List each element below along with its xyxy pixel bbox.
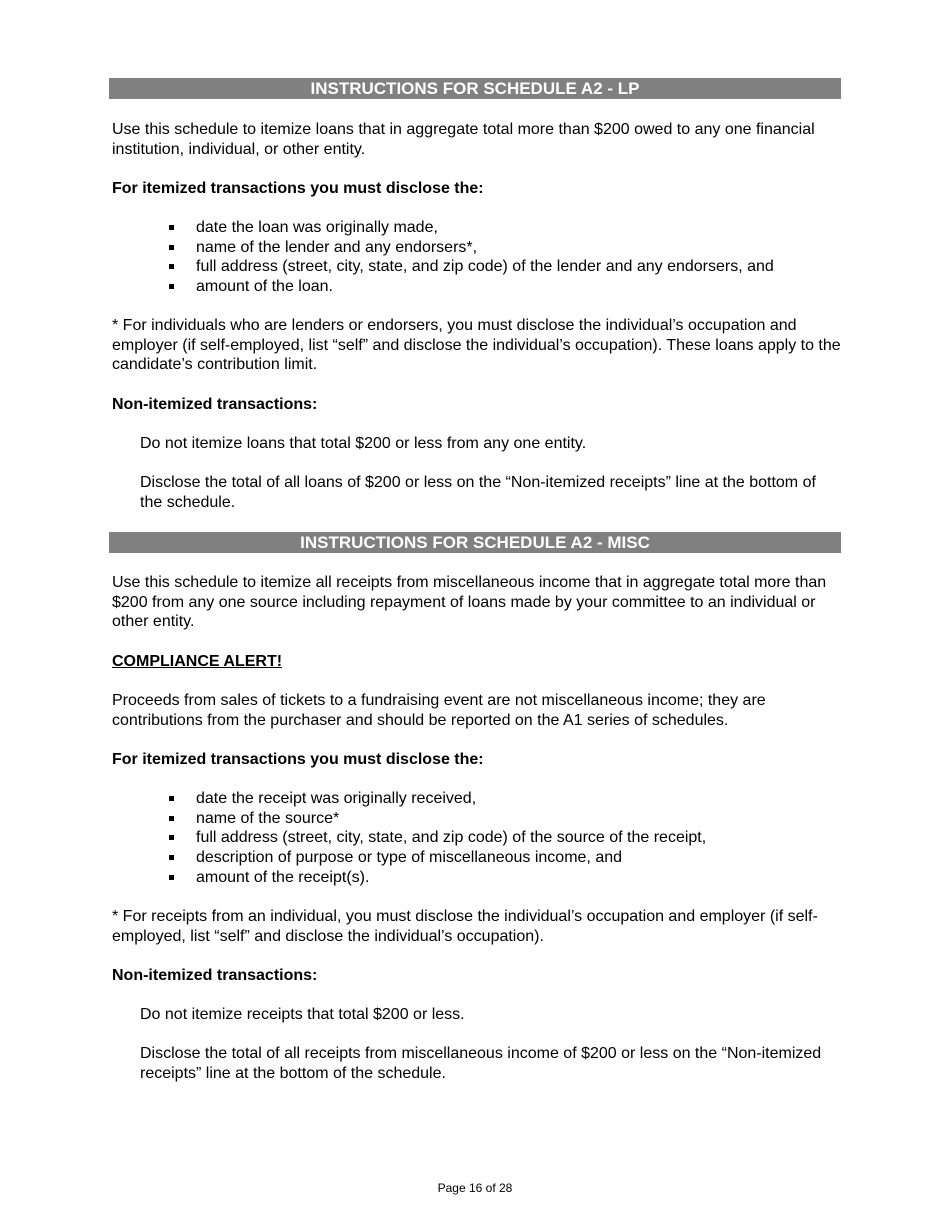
bullet-icon (169, 855, 174, 860)
list-item: amount of the receipt(s). (196, 869, 370, 886)
list-item: description of purpose or type of miscellaneous income, and (196, 849, 623, 866)
bullet-icon (169, 816, 174, 821)
list-item: amount of the loan. (196, 278, 333, 295)
list-item: date the loan was originally made, (196, 219, 438, 236)
lp-nonitemized-text-1: Do not itemize loans that total $200 or less from any one entity. (140, 435, 587, 452)
bullet-icon (169, 264, 174, 269)
list-item: full address (street, city, state, and zip code) of the lender and any endorsers, and (196, 258, 774, 275)
lp-itemized-heading: For itemized transactions you must disclose the: (112, 180, 484, 197)
lp-nonitemized-text-2: Disclose the total of all loans of $200 or less on the “Non-itemized receipts” line at the bottom of the schedule. (140, 474, 816, 511)
page-number: Page 16 of 28 (437, 1181, 513, 1195)
list-item: name of the source* (196, 810, 340, 827)
lp-nonitemized-heading: Non-itemized transactions: (112, 396, 318, 413)
misc-nonitemized-text-2: Disclose the total of all receipts from miscellaneous income of $200 or less on the “Non-itemized receipts” line at the bottom of the schedule. (140, 1045, 822, 1082)
compliance-alert-text: Proceeds from sales of tickets to a fundraising event are not miscellaneous income; they are contributions from the purchaser and should be reported on the A1 series of schedules. (112, 692, 766, 729)
lp-footnote: * For individuals who are lenders or endorsers, you must disclose the individual’s occupation and employer (if self-employed, list “self” and disclose the individual’s occupation). These loans apply to the candidate’s contribution limit. (112, 317, 841, 374)
misc-nonitemized-heading: Non-itemized transactions: (112, 967, 318, 984)
misc-intro: Use this schedule to itemize all receipts from miscellaneous income that in aggregate total more than $200 from any one source including repayment of loans made by your committee to an individual or other entity. (112, 574, 827, 631)
bullet-icon (169, 875, 174, 880)
bullet-icon (169, 245, 174, 250)
bullet-icon (169, 835, 174, 840)
section-header-lp: INSTRUCTIONS FOR SCHEDULE A2 - LP (109, 78, 841, 99)
section-header-misc: INSTRUCTIONS FOR SCHEDULE A2 - MISC (109, 532, 841, 553)
misc-itemized-heading: For itemized transactions you must disclose the: (112, 751, 484, 768)
bullet-icon (169, 225, 174, 230)
lp-intro: Use this schedule to itemize loans that in aggregate total more than $200 owed to any one financial institution, individual, or other entity. (112, 121, 815, 158)
misc-nonitemized-text-1: Do not itemize receipts that total $200 or less. (140, 1006, 465, 1023)
list-item: full address (street, city, state, and zip code) of the source of the receipt, (196, 829, 707, 846)
bullet-icon (169, 284, 174, 289)
bullet-icon (169, 796, 174, 801)
list-item: date the receipt was originally received, (196, 790, 477, 807)
list-item: name of the lender and any endorsers*, (196, 239, 478, 256)
compliance-alert-heading: COMPLIANCE ALERT! (112, 653, 283, 670)
misc-footnote: * For receipts from an individual, you must disclose the individual’s occupation and employer (if self-employed, list “self” and disclose the individual’s occupation). (112, 908, 818, 945)
